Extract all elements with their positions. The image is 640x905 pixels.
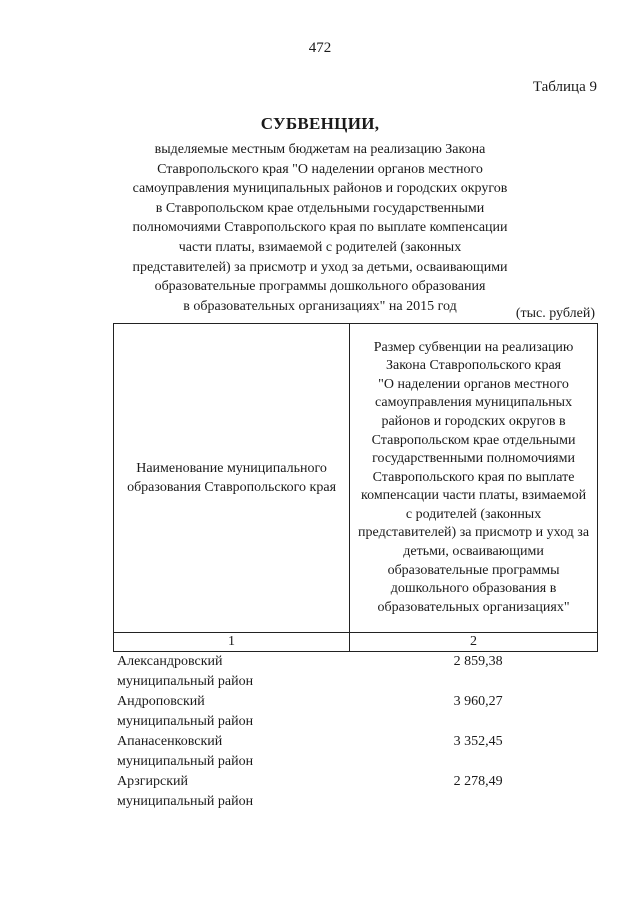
document-title: СУБВЕНЦИИ, <box>260 114 380 133</box>
document-subtitle <box>110 140 530 316</box>
header-subsidy-amount <box>350 324 598 633</box>
municipality-name-line: муниципальный район <box>117 714 254 729</box>
table-row <box>113 652 598 692</box>
subtitle-line: представителей) за присмотр и уход за детьми, осваивающими <box>132 259 508 275</box>
municipality-name-line: муниципальный район <box>117 794 254 809</box>
units-label: (тыс. рублей) <box>515 306 595 321</box>
header-line: государственными полномочиями <box>372 451 575 467</box>
municipality-name-line: Александровский <box>117 654 223 669</box>
subsidy-table-header <box>113 323 598 652</box>
header-line: районов и городских округов в <box>381 413 566 429</box>
subtitle-line: образовательные программы дошкольного образования <box>154 279 486 295</box>
municipality-name-line: Андроповский <box>117 694 205 709</box>
subtitle-line: самоуправления муниципальных районов и городских округов <box>132 181 508 197</box>
subtitle-line: в Ставропольском крае отдельными государственными <box>155 200 485 216</box>
table-row <box>113 772 598 812</box>
table-label: Таблица 9 <box>532 79 597 95</box>
municipality-name-line: муниципальный район <box>117 674 254 689</box>
municipality-name <box>113 692 346 732</box>
subtitle-line: в образовательных организациях" на 2015 год <box>183 298 457 314</box>
subtitle-line: выделяемые местным бюджетам на реализацию Закона <box>154 142 486 157</box>
header-line: образовательных организациях" <box>377 599 570 615</box>
table-body <box>113 652 598 812</box>
header-line: "О наделении органов местного <box>378 376 569 392</box>
page-number: 472 <box>308 40 332 56</box>
header-line: дошкольного образования в <box>390 581 557 597</box>
subsidy-value: 3 960,27 <box>453 694 503 709</box>
table-row <box>113 692 598 732</box>
header-line: самоуправления муниципальных <box>374 395 573 411</box>
header-line: образовательные программы <box>387 562 560 578</box>
municipality-name <box>113 652 346 692</box>
column-number-2: 2 <box>350 633 598 652</box>
header-line: компенсации части платы, взимаемой <box>361 488 587 504</box>
municipality-name <box>113 772 346 812</box>
column-number-row <box>114 633 598 652</box>
municipality-name-line: муниципальный район <box>117 754 254 769</box>
subtitle-line: Ставропольского края "О наделении органов местного <box>157 161 483 177</box>
municipality-name-line: Арзгирский <box>117 774 189 789</box>
header-line: Размер субвенции на реализацию <box>373 339 574 355</box>
subsidy-value: 3 352,45 <box>453 734 503 749</box>
header-line: детьми, осваивающими <box>403 544 544 560</box>
subtitle-line: части платы, взимаемой с родителей (законных <box>178 239 462 255</box>
header-line: Ставропольского края по выплате <box>372 469 575 485</box>
municipality-name-line: Апанасенковский <box>117 734 223 749</box>
header-municipality-name: Наименование муниципального образования Ставропольского края <box>114 324 350 633</box>
header-line: Ставропольском крае отдельными <box>371 432 576 448</box>
subtitle-line: полномочиями Ставропольского края по выплате компенсации <box>132 220 508 236</box>
column-number-1: 1 <box>114 633 350 652</box>
header-line: с родителей (законных <box>405 506 542 522</box>
table-header-row <box>114 324 598 633</box>
municipality-name <box>113 732 346 772</box>
header-line: Закона Ставропольского края <box>385 358 562 374</box>
subsidy-value: 2 859,38 <box>453 654 503 669</box>
subsidy-value: 2 278,49 <box>453 774 503 789</box>
header-line: представителей) за присмотр и уход за <box>358 525 590 541</box>
table-row <box>113 732 598 772</box>
